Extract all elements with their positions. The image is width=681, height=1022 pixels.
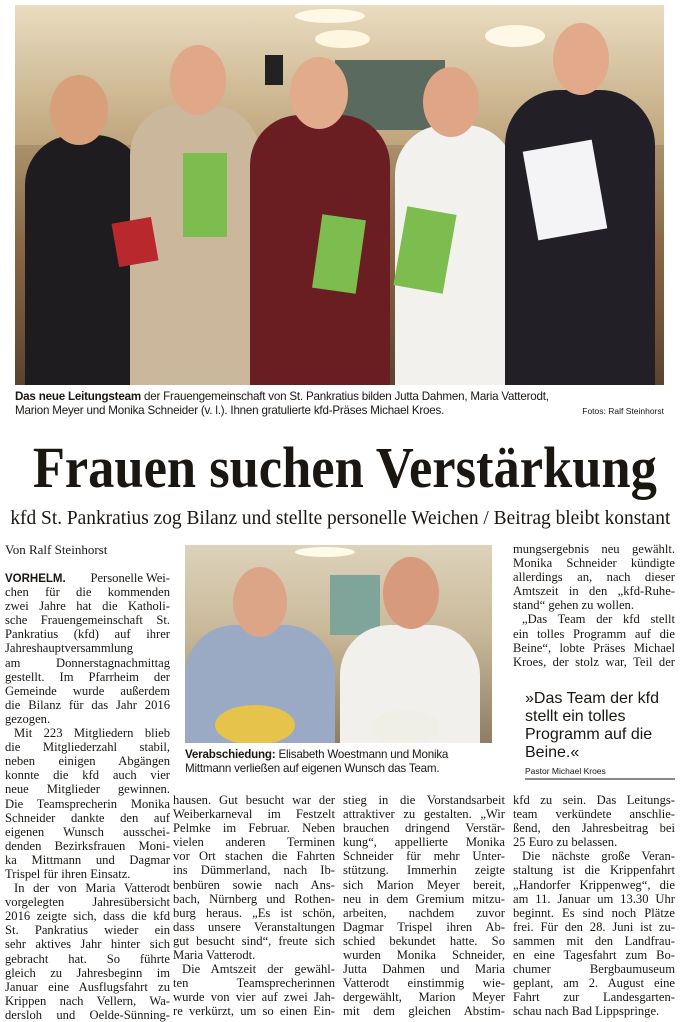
- text-line-content: am 11. Januar um 13.30 Uhr: [513, 891, 675, 906]
- text-line-content: chen für die kommenden: [5, 585, 170, 600]
- text-line: [5, 867, 170, 881]
- text-line: [5, 712, 170, 726]
- text-line-content: geplant, am 2. August eine: [513, 976, 675, 991]
- text-line-content: Krippen nach Vellern, Wa-: [5, 993, 170, 1008]
- text-line-content: Gemeinde wurde außerdem: [5, 683, 170, 698]
- text-line: [5, 1008, 170, 1022]
- text-line: [5, 641, 170, 655]
- text-line: [513, 627, 675, 641]
- text-line: [513, 906, 675, 920]
- text-line-content: schau nach Bad Lippspringe.: [513, 1004, 660, 1019]
- text-line: [173, 990, 335, 1004]
- article-column-4-bottom: [513, 793, 675, 1019]
- person-right-face: [383, 557, 439, 629]
- text-line-content: mit dem gleichen Abstim-: [343, 1004, 505, 1019]
- text-line: [173, 976, 335, 990]
- text-line: [173, 807, 335, 821]
- text-line-content: en eine Tagesfahrt zum Bo-: [513, 948, 675, 963]
- text-line: [5, 656, 170, 670]
- text-line: [343, 976, 505, 990]
- flower-bouquet: [215, 705, 295, 743]
- green-booklet: [183, 153, 227, 237]
- text-line-content: arbeiten, nachdem zuvor: [343, 905, 505, 920]
- text-line-content: frei. Für den 28. Juni ist zu-: [513, 919, 675, 934]
- text-line-content: dergewählt, Marion Meyer: [343, 990, 505, 1005]
- text-line-content: burg heraus. „Es ist schön,: [173, 905, 335, 920]
- person-4-face: [423, 67, 479, 137]
- text-line: [513, 948, 675, 962]
- speaker: [265, 55, 283, 85]
- text-line: [5, 599, 170, 613]
- person-3-face: [290, 57, 348, 129]
- text-line: [513, 570, 675, 584]
- person-left-face: [233, 567, 287, 637]
- text-line: [513, 655, 675, 669]
- text-line: [5, 684, 170, 698]
- ceiling-light: [485, 25, 545, 47]
- text-line: [513, 976, 675, 990]
- text-line: [343, 849, 505, 863]
- text-line-content: Dagmar Trispel ihren Ab-: [343, 919, 505, 934]
- text-line: [343, 793, 505, 807]
- text-line: [5, 881, 170, 895]
- ceiling-light: [315, 30, 370, 48]
- text-line: [5, 895, 170, 909]
- text-line-content: Fahrt zur Landesgarten-: [513, 990, 675, 1005]
- text-line-content: neue Mitglieder gewinnen.: [5, 782, 170, 797]
- red-booklet: [111, 217, 158, 267]
- text-line: [173, 863, 335, 877]
- text-line-content: kung“, appellierte Monika: [343, 835, 505, 850]
- subheadline-text: kfd St. Pankratius zog Bilanz und stellte personelle Weichen / Beitrag bleibt konstant: [10, 507, 671, 529]
- text-line-content: Kroes, der stolz war, Teil der: [513, 654, 675, 669]
- headline: [0, 436, 681, 500]
- text-line-content: Monika Schneider kündigte: [513, 556, 675, 571]
- text-line-content: Schneider für mehr Unter-: [343, 849, 505, 864]
- text-line: [173, 892, 335, 906]
- text-line: [5, 853, 170, 867]
- text-line: [513, 612, 675, 626]
- text-line: [513, 920, 675, 934]
- text-line-content: vielen anderen Terminen: [173, 835, 335, 850]
- text-line-content: bach, Nürnberg und Rothen-: [173, 891, 335, 906]
- text-line-content: Maria Vatterodt.: [173, 948, 256, 963]
- text-line-content: Beine“, lobte Präses Michael: [513, 640, 675, 655]
- headline-text: Frauen suchen Verstärkung: [32, 435, 657, 500]
- text-line-content: hausen. Gut besucht war der: [173, 793, 335, 807]
- text-line: [5, 980, 170, 994]
- person-5-face: [553, 23, 609, 95]
- text-line: [5, 726, 170, 740]
- text-line-content: stieg in die Vorstandsarbeit: [343, 793, 505, 807]
- text-line: [5, 825, 170, 839]
- text-line-content: Schneider dankte den auf: [5, 810, 170, 825]
- text-line-content: attraktiver zu gestalten. „Wir: [343, 807, 505, 822]
- text-line-content: Jutta Dahmen und Maria: [343, 962, 505, 977]
- text-line: [5, 797, 170, 811]
- text-line-content: sehr aktives Jahr hinter sich: [5, 937, 170, 952]
- text-line: [173, 835, 335, 849]
- text-line-content: kfd zu sein. Das Leitungs-: [513, 793, 675, 807]
- text-line-content: sche Frauengemeinschaft St.: [5, 613, 170, 628]
- person-1-face: [50, 75, 108, 145]
- text-line: [5, 571, 170, 585]
- photo-caption: [15, 390, 572, 417]
- article-column-1: [5, 571, 170, 1022]
- text-line: [513, 892, 675, 906]
- text-line-content: Pankratius (kfd) auf ihrer: [5, 627, 170, 642]
- text-line: [343, 920, 505, 934]
- pull-quote-attribution: Pastor Michael Kroes: [525, 766, 675, 780]
- subheadline: [0, 506, 681, 530]
- text-line-content: Jahreshauptversammlung: [5, 641, 134, 656]
- text-line-content: allerdings an, nach dieser: [513, 570, 675, 585]
- article-column-3: [343, 793, 505, 1019]
- text-line-content: 2016 zeigte sich, dass die kfd: [5, 909, 170, 924]
- caption-text: Elisabeth Woestmann und Monika Mittmann verließen auf eigenen Wunsch das Team.: [185, 748, 449, 775]
- text-line-content: ßend, den Jahresbeitrag bei: [513, 821, 675, 836]
- text-line: [513, 793, 675, 807]
- text-line-content: die Bilanz für das Jahr 2016: [5, 697, 170, 712]
- text-line-content: „Handorfer Krippenweg“, die: [513, 877, 675, 892]
- text-line: [513, 641, 675, 655]
- inline-photo-caption: [185, 748, 492, 775]
- text-line-content: Die Amtszeit der gewähl-: [182, 962, 335, 977]
- text-line-content: vor Ort stachen die Fahrten: [173, 849, 335, 864]
- text-line-content: Pelmke im Februar. Neben: [173, 821, 335, 836]
- text-line-content: gezogen.: [5, 711, 51, 726]
- pull-quote: »Das Team der kfd stellt ein tolles Programm auf die Beine.«: [525, 690, 659, 761]
- text-line: [5, 585, 170, 599]
- farewell-photo: [185, 545, 492, 743]
- text-line-content: Personelle Wei-: [90, 571, 170, 585]
- text-line: [513, 556, 675, 570]
- ceiling-light: [295, 547, 355, 557]
- text-line-content: wurde von vier auf zwei Jah-: [173, 990, 335, 1005]
- person-5: [505, 90, 655, 385]
- text-line: [343, 807, 505, 821]
- text-line: [5, 811, 170, 825]
- text-line: [513, 598, 675, 612]
- flower-bouquet: [370, 710, 440, 743]
- text-line: [5, 698, 170, 712]
- text-line: [343, 892, 505, 906]
- text-line: [5, 627, 170, 641]
- text-line: [343, 906, 505, 920]
- text-line: [343, 934, 505, 948]
- text-line-content: re verkürzt, um so einen Ein-: [173, 1004, 335, 1019]
- text-line-content: benbüren sowie nach Ans-: [173, 877, 335, 892]
- text-line-content: staltung ist die Krippenfahrt: [513, 863, 675, 878]
- person-2-face: [170, 45, 226, 115]
- text-line-content: wurden Monika Schneider,: [343, 948, 505, 963]
- text-line-content: team verkündete anschlie-: [513, 807, 675, 822]
- ceiling-light: [295, 9, 365, 23]
- text-line: [5, 952, 170, 966]
- text-line: [173, 821, 335, 835]
- text-line: [343, 821, 505, 835]
- text-line-content: Amtszeit in den „kfd-Ruhe-: [513, 584, 675, 599]
- text-line-content: stützung. Immerhin zeigte: [343, 863, 505, 878]
- text-line-content: denden Bezirksfrauen Moni-: [5, 838, 170, 853]
- text-line-content: mungsergebnis neu gewählt.: [513, 542, 675, 556]
- byline: Von Ralf Steinhorst: [5, 542, 108, 557]
- text-line: [5, 923, 170, 937]
- text-line: [343, 1004, 505, 1018]
- text-line-content: sammen mit den Landfrau-: [513, 933, 675, 948]
- pull-quote-box: [525, 690, 675, 780]
- text-line: [5, 966, 170, 980]
- text-line: [5, 768, 170, 782]
- text-line-content: „Das Team der kfd stellt: [522, 612, 675, 627]
- text-line: [513, 821, 675, 835]
- dateline: VORHELM.: [5, 573, 66, 585]
- text-line-content: ten Teamsprecherinnen: [173, 976, 335, 991]
- text-line-content: neben einigen Abgängen: [5, 754, 170, 769]
- text-line-content: brauchen dringend Verstär-: [343, 821, 505, 836]
- team-photo: [15, 5, 664, 385]
- text-line: [513, 849, 675, 863]
- text-line-content: dersloh und Oelde-Sünning-: [5, 1007, 170, 1022]
- text-line: [5, 754, 170, 768]
- caption-lead: Das neue Leitungsteam: [15, 390, 141, 403]
- article-column-4-top: [513, 542, 675, 669]
- text-line: [343, 863, 505, 877]
- text-line: [343, 835, 505, 849]
- text-line-content: stand“ gehen zu wollen.: [513, 598, 634, 613]
- text-line: [343, 878, 505, 892]
- text-line-content: die Mitgliederzahl stabil,: [5, 740, 170, 755]
- text-line-content: chumer Bergbaumuseum: [513, 962, 675, 977]
- text-line: [5, 782, 170, 796]
- text-line: [5, 994, 170, 1008]
- text-line: [173, 793, 335, 807]
- text-line: [5, 613, 170, 627]
- text-line: [173, 849, 335, 863]
- text-line-content: schied bekundet hatte. So: [343, 933, 505, 948]
- text-line: [343, 948, 505, 962]
- text-line: [513, 990, 675, 1004]
- text-line-content: Mit 223 Mitgliedern blieb: [14, 726, 170, 741]
- text-line-content: Die Teamsprecherin Monika: [5, 796, 170, 811]
- text-line: [173, 948, 335, 962]
- caption-lead: Verabschiedung:: [185, 748, 276, 761]
- text-line-content: Weiberkarneval im Festzelt: [173, 807, 335, 822]
- text-line-content: gestellt. Im Pfarrheim der: [5, 669, 170, 684]
- article-column-2: [173, 793, 335, 1019]
- text-line: [513, 835, 675, 849]
- text-line: [173, 934, 335, 948]
- text-line-content: In der von Maria Vatterodt: [14, 881, 170, 896]
- text-line: [5, 839, 170, 853]
- caption-text: der Frauengemeinschaft von St. Pankratius bilden Jutta Dahmen, Maria Vatterodt, Marion Meyer und Monika Schneider (v. l.). Ihnen gratulierte kfd-Präses Michael Kroes.: [15, 390, 549, 417]
- text-line: [513, 584, 675, 598]
- text-line: [173, 1004, 335, 1018]
- text-line-content: Januar eine Ausflugsfahrt zu: [5, 979, 170, 994]
- text-line-content: eigenen Wunsch ausschei-: [5, 824, 170, 839]
- text-line-content: ka Mittmann und Dagmar: [5, 852, 170, 867]
- text-line-content: Trispel für ihren Einsatz.: [5, 866, 131, 881]
- text-line: [513, 542, 675, 556]
- text-line-content: Vatterodt einstimmig wie-: [343, 976, 505, 991]
- text-line: [5, 740, 170, 754]
- text-line: [513, 934, 675, 948]
- text-line: [173, 878, 335, 892]
- text-line: [513, 878, 675, 892]
- projection-screen: [330, 575, 380, 635]
- text-line-content: gebracht hat. So führte: [5, 951, 170, 966]
- photo-caption-row: [15, 390, 664, 417]
- photo-credit: Fotos: Ralf Steinhorst: [582, 406, 664, 416]
- text-line: [513, 863, 675, 877]
- text-line-content: sich Marion Meyer bereit,: [343, 877, 505, 892]
- text-line: [5, 909, 170, 923]
- text-line-content: zwei Jahre hat die Katholi-: [5, 599, 170, 614]
- text-line-content: gut besucht sind“, freute sich: [173, 933, 335, 948]
- text-line: [173, 962, 335, 976]
- text-line: [173, 906, 335, 920]
- text-line: [343, 990, 505, 1004]
- text-line: [513, 807, 675, 821]
- text-line: [513, 962, 675, 976]
- text-line-content: ein tolles Programm auf die: [513, 626, 675, 641]
- text-line: [5, 937, 170, 951]
- text-line-content: ins Dümmerland, nach Ib-: [173, 863, 335, 878]
- text-line-content: konnte die kfd auch vier: [5, 768, 170, 783]
- text-line-content: Die nächste große Veran-: [522, 849, 675, 864]
- text-line-content: St. Pankratius wieder ein: [5, 923, 170, 938]
- text-line-content: vorgelegten Jahresübersicht: [5, 895, 170, 910]
- text-line-content: neu in dem Gremium mitzu-: [343, 891, 505, 906]
- text-line: [5, 670, 170, 684]
- text-line-content: beginnt. Es sind noch Plätze: [513, 905, 675, 920]
- text-line: [173, 920, 335, 934]
- text-line: [343, 962, 505, 976]
- text-line-content: am Donnerstagnachmittag: [5, 655, 170, 670]
- text-line: [513, 1004, 675, 1018]
- text-line-content: 25 Euro zu belassen.: [513, 835, 618, 850]
- text-line-content: gleich zu Jahresbeginn im: [5, 965, 170, 980]
- text-line-content: dass unsere Veranstaltungen: [173, 919, 335, 934]
